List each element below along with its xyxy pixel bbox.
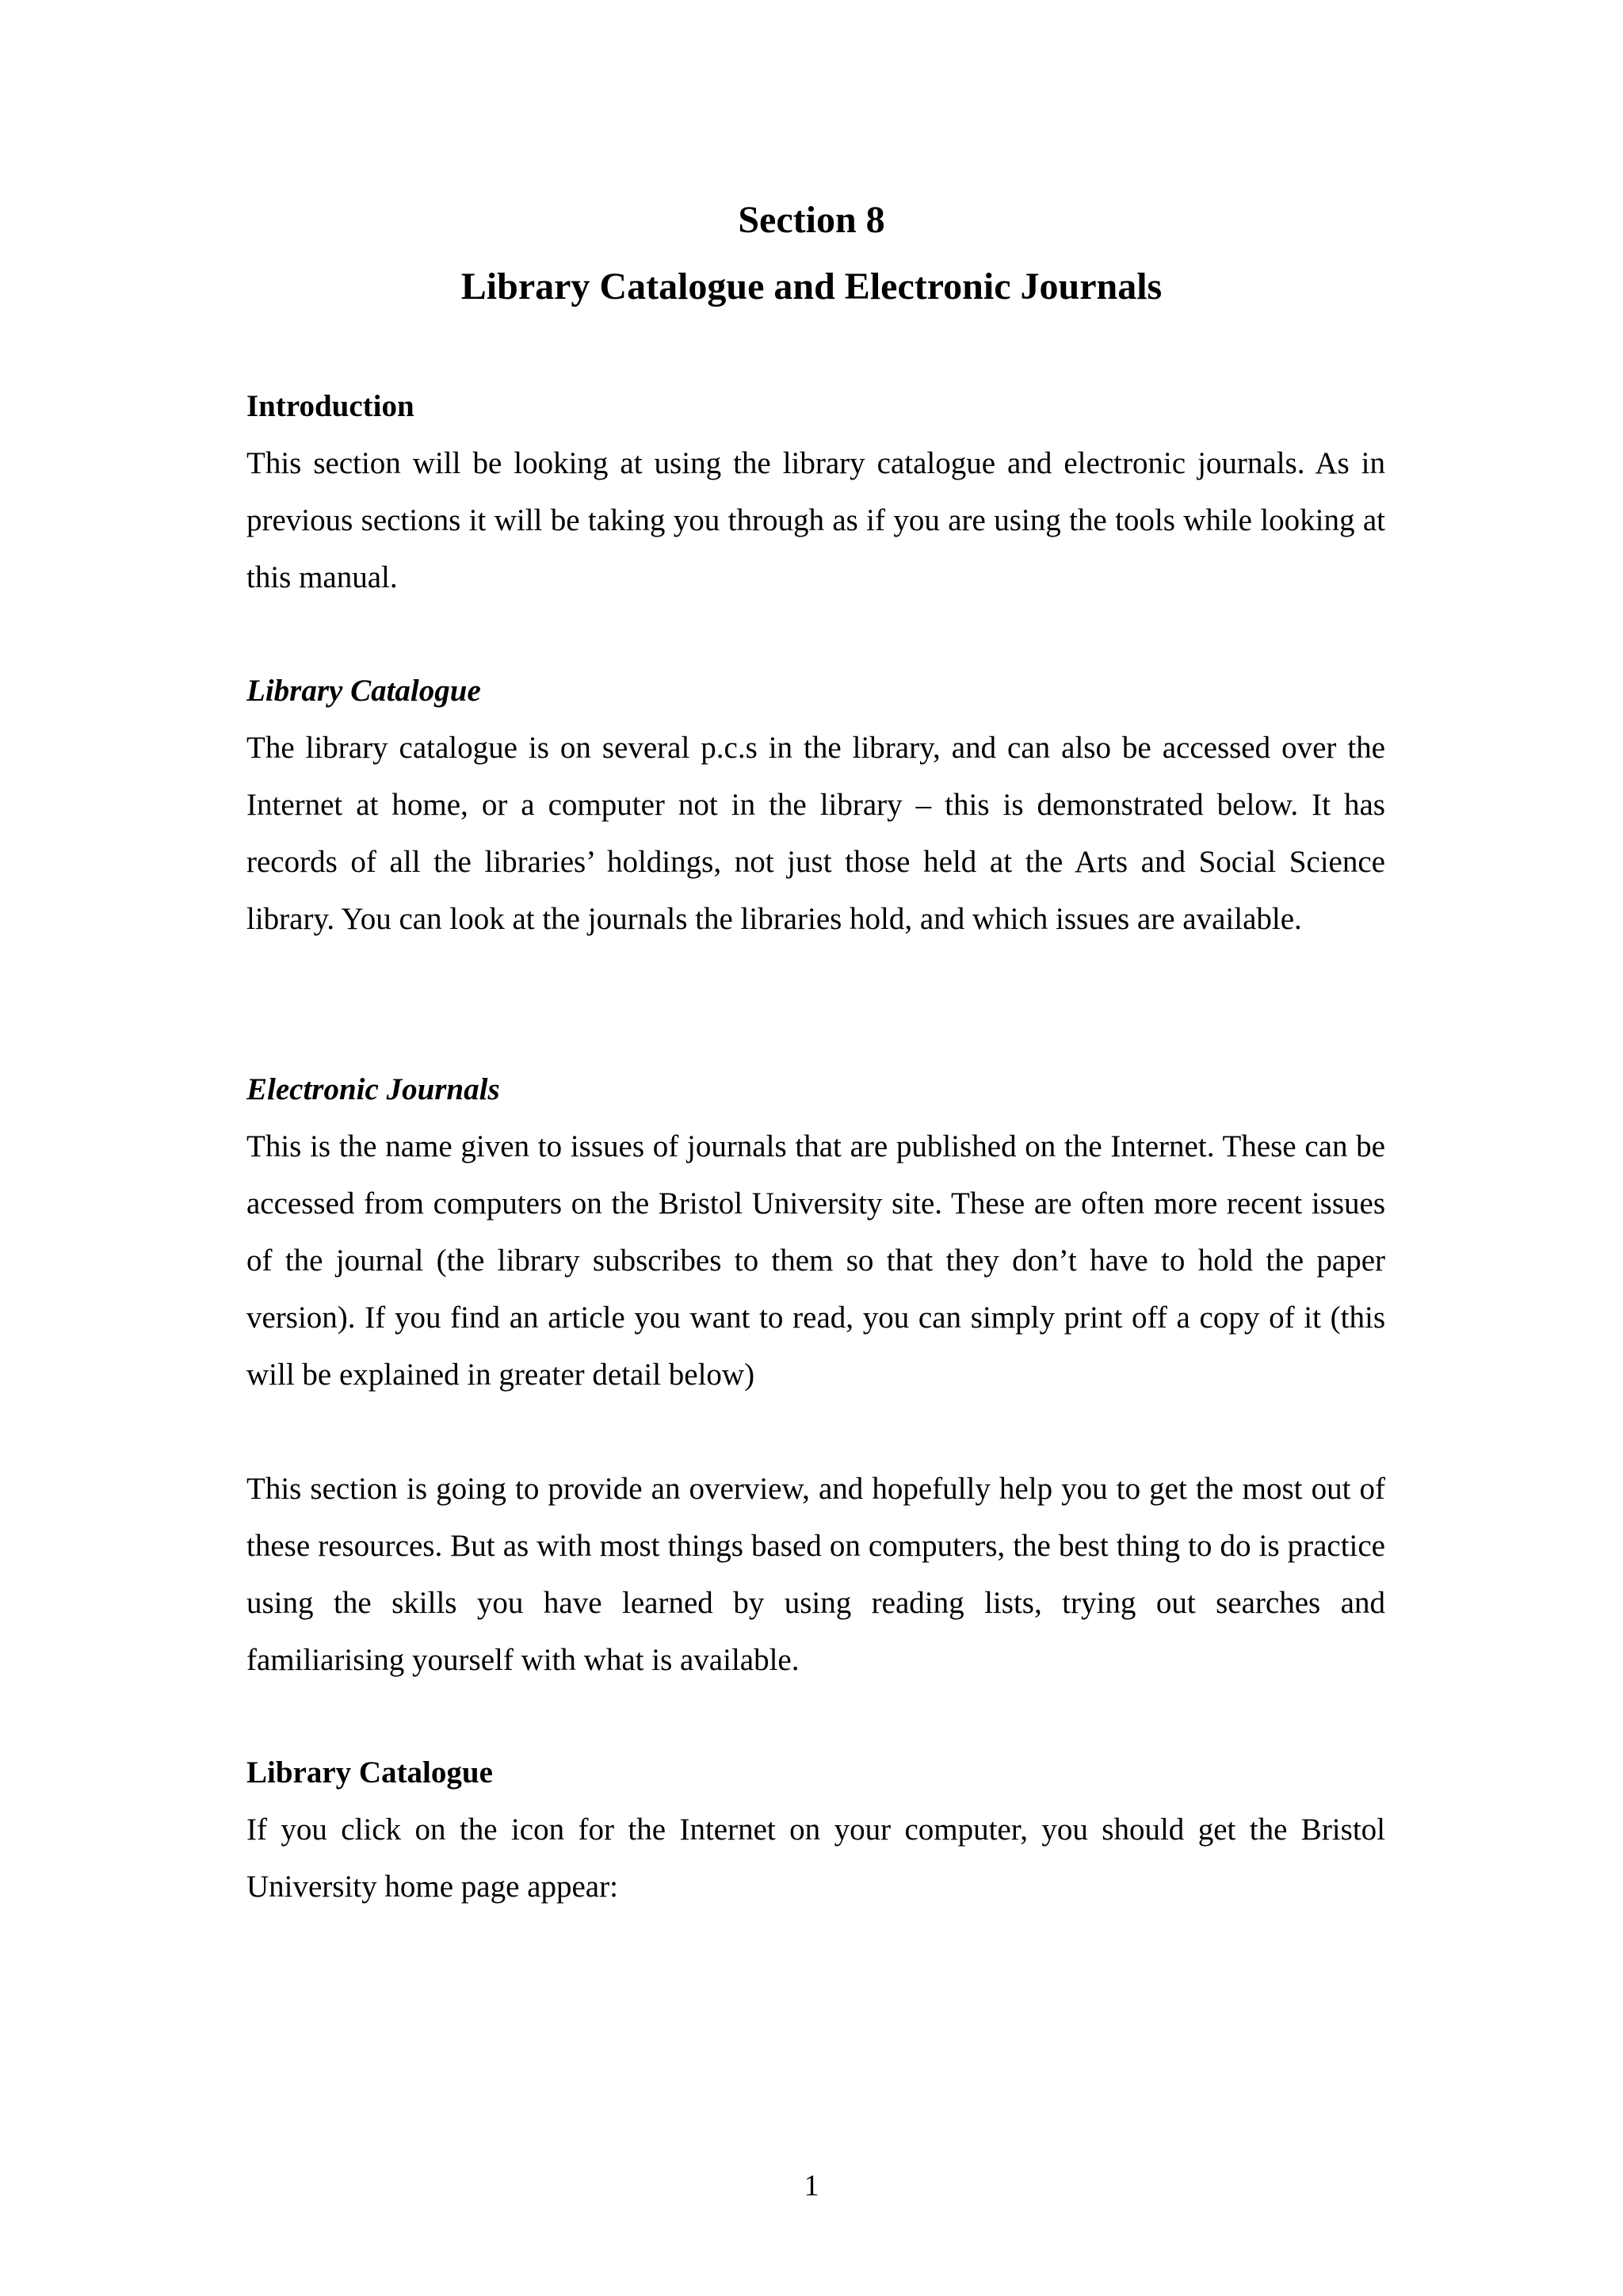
introduction-paragraph: This section will be looking at using the library catalogue and electronic journals. As in previous sections it will be taking you through as if you are using the tools while looking at this manual. — [246, 446, 1385, 594]
page-number: 1 — [804, 2169, 819, 2202]
introduction-section — [246, 378, 1385, 606]
section-subtitle: Library Catalogue and Electronic Journals — [460, 266, 1163, 308]
library-catalogue-intro-section — [246, 663, 1385, 948]
electronic-journals-section — [246, 1061, 1385, 1404]
electronic-journals-heading: Electronic Journals — [246, 1072, 500, 1106]
library-catalogue-intro-paragraph: The library catalogue is on several p.c.s in the library, and can also be accessed over the Internet at home, or a computer not in the library – this is demonstrated below. It has records of all the libraries’ holdings, not just those held at the Arts and Social Science library. You can look at the journals the libraries hold, and which issues are available. — [246, 731, 1385, 936]
electronic-journals-paragraph: This is the name given to issues of journals that are published on the Internet. These can be accessed from computers on the Bristol University site. These are often more recent issues of the journal (the library subscribes to them so that they don’t have to hold the paper version). If you find an article you want to read, you can simply print off a copy of it (this will be explained in greater detail below) — [246, 1129, 1385, 1392]
library-catalogue-section — [246, 1744, 1385, 1916]
introduction-heading: Introduction — [246, 389, 414, 423]
library-catalogue-paragraph: If you click on the icon for the Internet on your computer, you should get the Bristol University home page appear: — [246, 1813, 1385, 1904]
library-catalogue-heading: Library Catalogue — [246, 1755, 493, 1790]
overview-paragraph: This section is going to provide an overview, and hopefully help you to get the most out of these resources. But as with most things based on computers, the best thing to do is practice using the skills you have learned by using reading lists, trying out searches and familiarising yourself with what is available. — [246, 1472, 1385, 1677]
section-title: Section 8 — [738, 199, 885, 241]
library-catalogue-intro-heading: Library Catalogue — [246, 674, 481, 708]
